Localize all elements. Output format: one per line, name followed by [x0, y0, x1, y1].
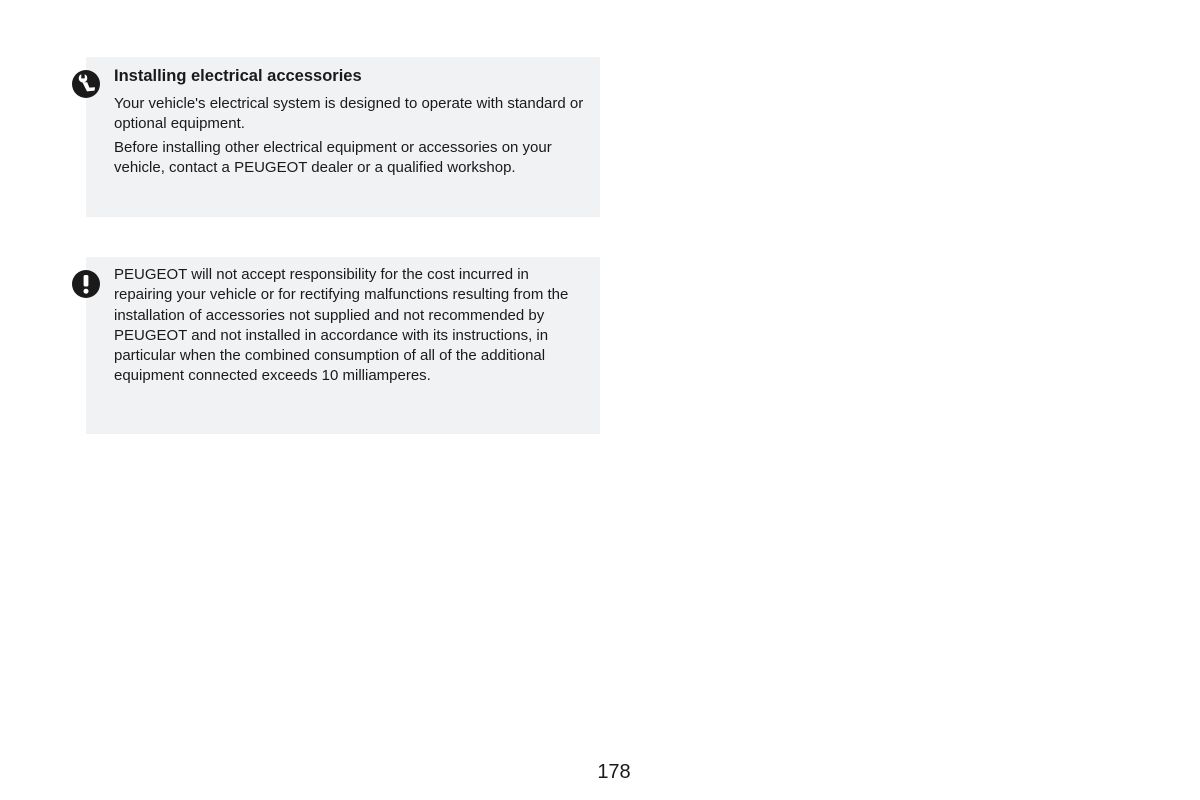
note-paragraph: PEUGEOT will not accept responsibility for the cost incurred in repairing your vehicle or for rectifying malfunctions resulting from the installation of accessories not supplied and not recommended by PEUGEOT and not installed in accordance with its instructions, in particular when the combined consumption of all of the additional equipment connected exceeds 10 milliamperes. [114, 266, 569, 385]
page-number: 178 [597, 761, 631, 783]
info-note-box [86, 57, 600, 217]
wrench-info-icon [72, 70, 100, 98]
exclamation-icon [72, 270, 100, 298]
warning-note-box [86, 257, 600, 434]
note-paragraph: Your vehicle's electrical system is designed to operate with standard or optional equipment. [114, 95, 584, 133]
note-title: Installing electrical accessories [114, 67, 362, 85]
note-paragraph: Before installing other electrical equipment or accessories on your vehicle, contact a PEUGEOT dealer or a qualified workshop. [114, 138, 552, 176]
